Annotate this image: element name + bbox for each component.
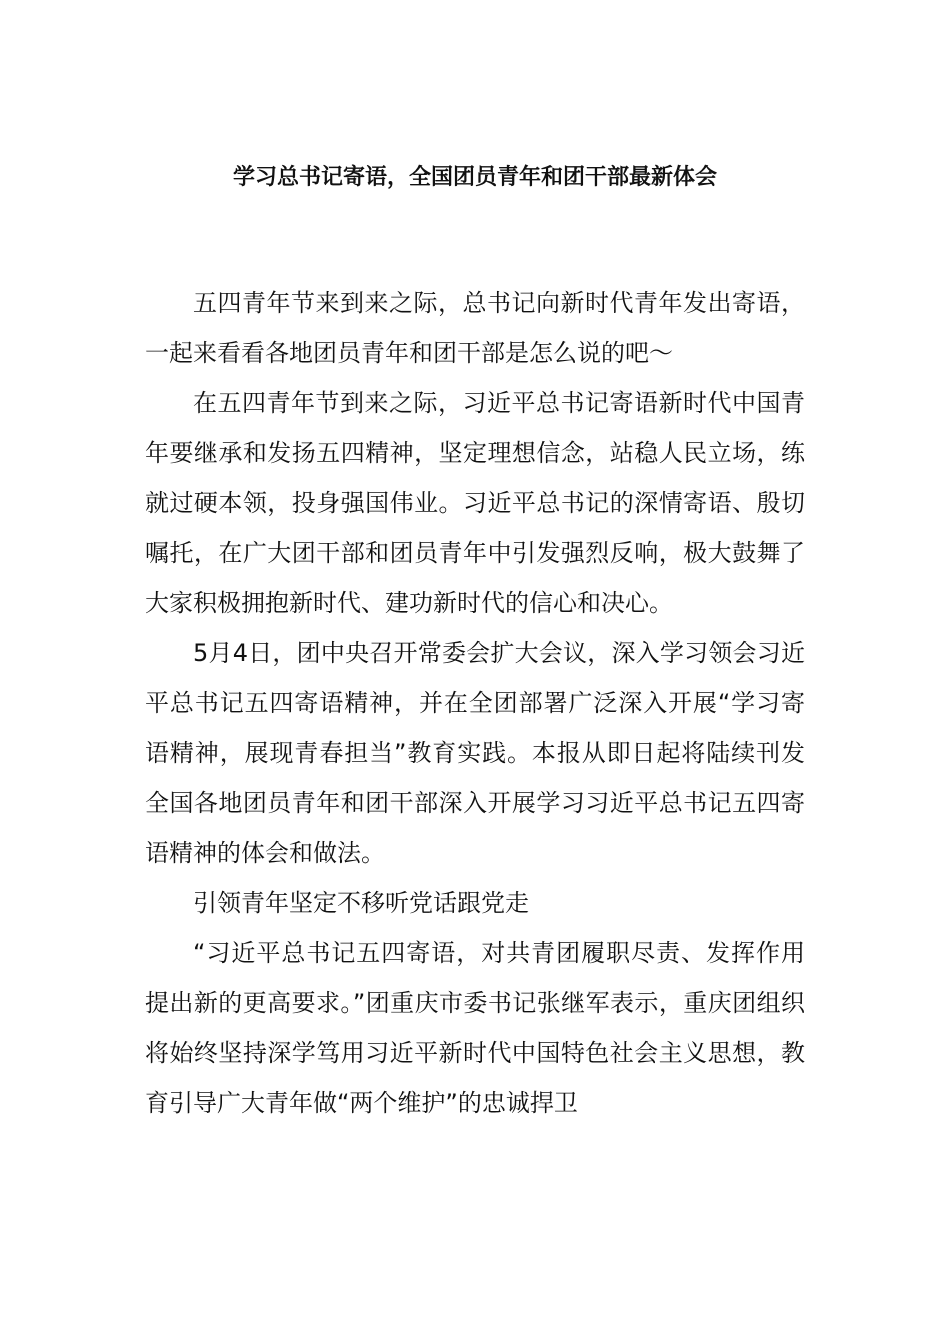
section-heading: 引领青年坚定不移听党话跟党走 bbox=[193, 889, 529, 917]
paragraph-intro: 五四青年节来到来之际，总书记向新时代青年发出寄语，一起来看看各地团员青年和团干部是怎么说的吧～ bbox=[145, 289, 805, 367]
document-title: 学习总书记寄语，全国团员青年和团干部最新体会 bbox=[232, 165, 717, 190]
paragraph-meeting: 5月4日，团中央召开常委会扩大会议，深入学习领会习近平总书记五四寄语精神，并在全团部署广泛深入开展“学习寄语精神，展现青春担当”教育实践。本报从即日起将陆续刊发全国各地团员青年和团干部深入开展学习习近平总书记五四寄语精神的体会和做法。 bbox=[145, 639, 805, 867]
document-body bbox=[145, 278, 805, 1128]
paragraph-message: 在五四青年节到来之际，习近平总书记寄语新时代中国青年要继承和发扬五四精神，坚定理想信念，站稳人民立场，练就过硬本领，投身强国伟业。习近平总书记的深情寄语、殷切嘱托，在广大团干部和团员青年中引发强烈反响，极大鼓舞了大家积极拥抱新时代、建功新时代的信心和决心。 bbox=[145, 389, 805, 617]
paragraph-chongqing: “习近平总书记五四寄语，对共青团履职尽责、发挥作用提出新的更高要求。”团重庆市委书记张继军表示，重庆团组织将始终坚持深学笃用习近平新时代中国特色社会主义思想，教育引导广大青年做“两个维护”的忠诚捍卫 bbox=[145, 939, 805, 1117]
